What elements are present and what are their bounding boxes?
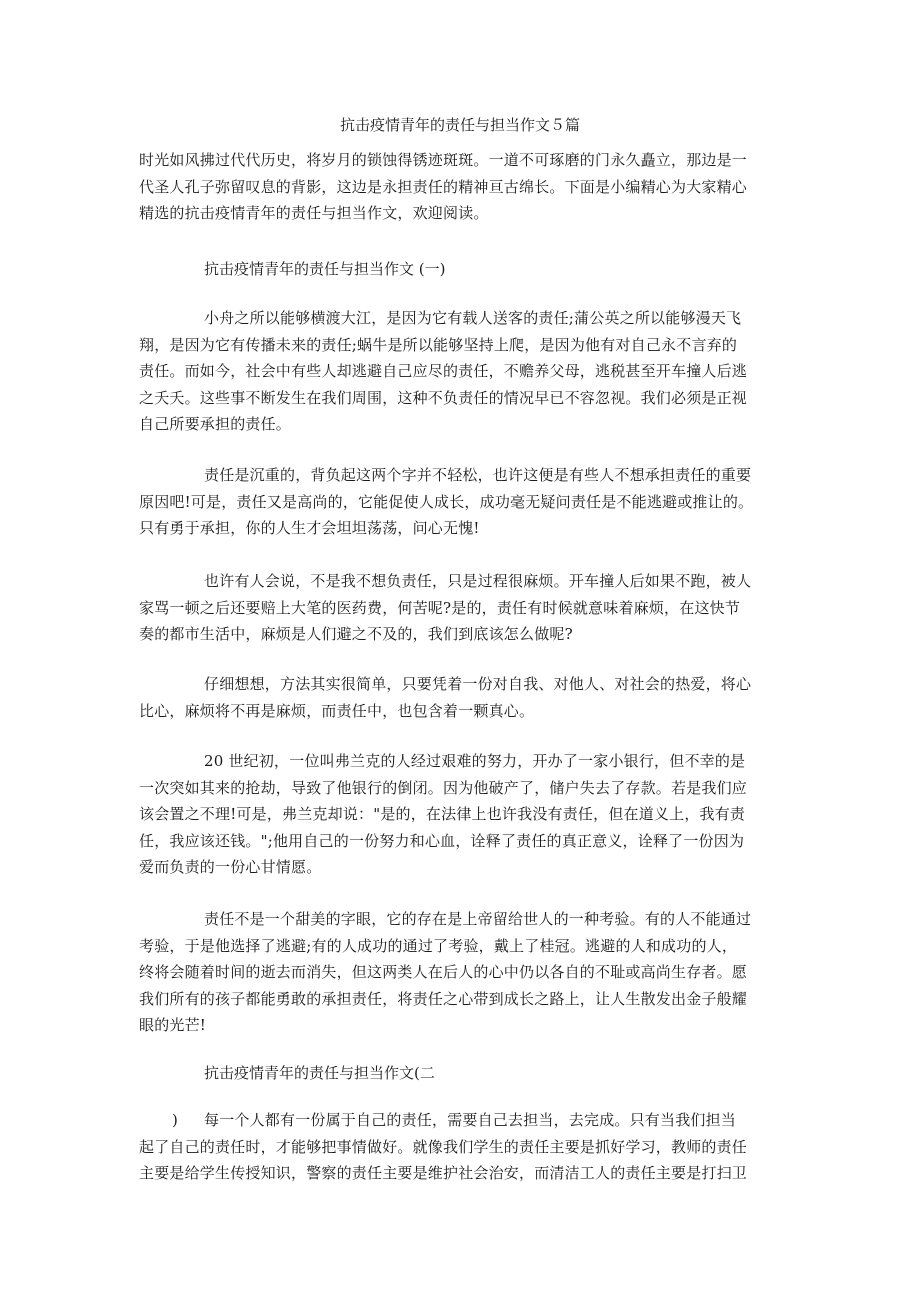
text-line: 也许有人会说，不是我不想负责任，只是过程很麻烦。开车撞人后如果不跑，被人 — [204, 572, 752, 590]
paragraph-7 — [139, 1107, 792, 1187]
text-line: 考验，于是他选择了逃避;有的人成功的通过了考验，戴上了桂冠。逃避的人和成功的人， — [139, 936, 738, 955]
paragraph-3 — [139, 568, 792, 648]
paragraph-6 — [139, 906, 792, 1039]
text-line: 之夭夭。这些事不断发生在我们周围，这种不负责任的情况早已不容忽视。我们必须是正视 — [139, 388, 748, 407]
text-line: 原因吧!可是，责任又是高尚的，它能促使人成长，成功毫无疑问责任是不能逃避或推让的。 — [139, 492, 754, 511]
paragraph-4 — [139, 671, 792, 724]
text-line: 爱而负责的一份心甘情愿。 — [139, 858, 322, 876]
text-line: 一次突如其来的抢劫，导致了他银行的倒闭。因为他破产了，储户失去了存款。若是我们应 — [139, 778, 748, 797]
text-line: 精选的抗击疫情青年的责任与担当作文，欢迎阅读。 — [139, 204, 489, 222]
intro-paragraph — [139, 147, 792, 227]
text-line: 主要是给学生传授知识，警察的责任主要是维护社会治安，而清洁工人的责任主要是打扫卫 — [139, 1164, 748, 1182]
paragraph-2 — [139, 462, 792, 542]
paragraph-5 — [139, 748, 792, 881]
text-line: 眼的光芒! — [139, 1016, 207, 1034]
text-line: 20 世纪初，一位叫弗兰克的人经过艰难的努力，开办了一家小银行，但不幸的是 — [204, 752, 746, 770]
text-line: 我们所有的孩子都能勇敢的承担责任，将责任之心带到成长之路上，让人生散发出金子般耀 — [139, 989, 748, 1008]
text-line: 代圣人孔子弥留叹息的背影，这边是永担责任的精神亘古绵长。下面是小编精心为大家精心 — [139, 177, 748, 196]
text-line: 每一个人都有一份属于自己的责任，需要自己去担当，去完成。只有当我们担当 — [204, 1111, 737, 1129]
text-line: 小舟之所以能够横渡大江，是因为它有载人送客的责任;蒲公英之所以能够漫天飞 — [204, 309, 742, 327]
text-line: 责任不是一个甜美的字眼，它的存在是上帝留给世人的一种考验。有的人不能通过 — [204, 910, 752, 928]
text-line: 任，我应该还钱。";他用自己的一份努力和心血，诠释了责任的真正意义，诠释了一份因为 — [139, 831, 745, 850]
text-line: 家骂一顿之后还要赔上大笔的医药费，何苦呢?是的，责任有时候就意味着麻烦，在这快节 — [139, 598, 741, 617]
closing-parenthesis: ) — [172, 1111, 178, 1129]
text-line: 起了自己的责任时，才能够把事情做好。就像我们学生的责任主要是抓好学习，教师的责任 — [139, 1137, 748, 1156]
text-line: 责任是沉重的，背负起这两个字并不轻松，也许这便是有些人不想承担责任的重要 — [204, 466, 752, 484]
text-line: 仔细想想，方法其实很简单，只要凭着一份对自我、对他人、对社会的热爱，将心 — [204, 675, 752, 693]
text-line: 责任。而如今，社会中有些人却逃避自己应尽的责任，不赡养父母，逃税甚至开车撞人后逃 — [139, 362, 748, 380]
text-line: 自己所要承担的责任。 — [139, 415, 292, 433]
text-line: 比心，麻烦将不再是麻烦，而责任中，也包含着一颗真心。 — [139, 701, 535, 720]
text-line: 终将会随着时间的逝去而消失，但这两类人在后人的心中仍以各自的不耻或高尚生存者。愿 — [139, 963, 748, 981]
section-heading-2: 抗击疫情青年的责任与担当作文(二 — [204, 1064, 435, 1082]
text-line: 只有勇于承担，你的人生才会坦坦荡荡，问心无愧! — [139, 519, 480, 537]
text-line: 翔，是因为它有传播未来的责任;蜗牛是所以能够坚持上爬，是因为他有对自己永不言弃的 — [139, 335, 738, 354]
text-line: 奏的都市生活中，麻烦是人们避之不及的，我们到底该怎么做呢? — [139, 625, 573, 643]
text-line: 该会置之不理!可是，弗兰克却说："是的，在法律上也许我没有责任，但在道义上，我有责 — [139, 805, 746, 823]
text-line: 时光如风拂过代代历史，将岁月的锁蚀得锈迹斑斑。一道不可琢磨的门永久矗立，那边是一 — [139, 151, 748, 169]
paragraph-1 — [139, 305, 792, 438]
section-heading-1: 抗击疫情青年的责任与担当作文 (一) — [204, 260, 446, 278]
document-title: 抗击疫情青年的责任与担当作文５篇 — [339, 116, 580, 134]
